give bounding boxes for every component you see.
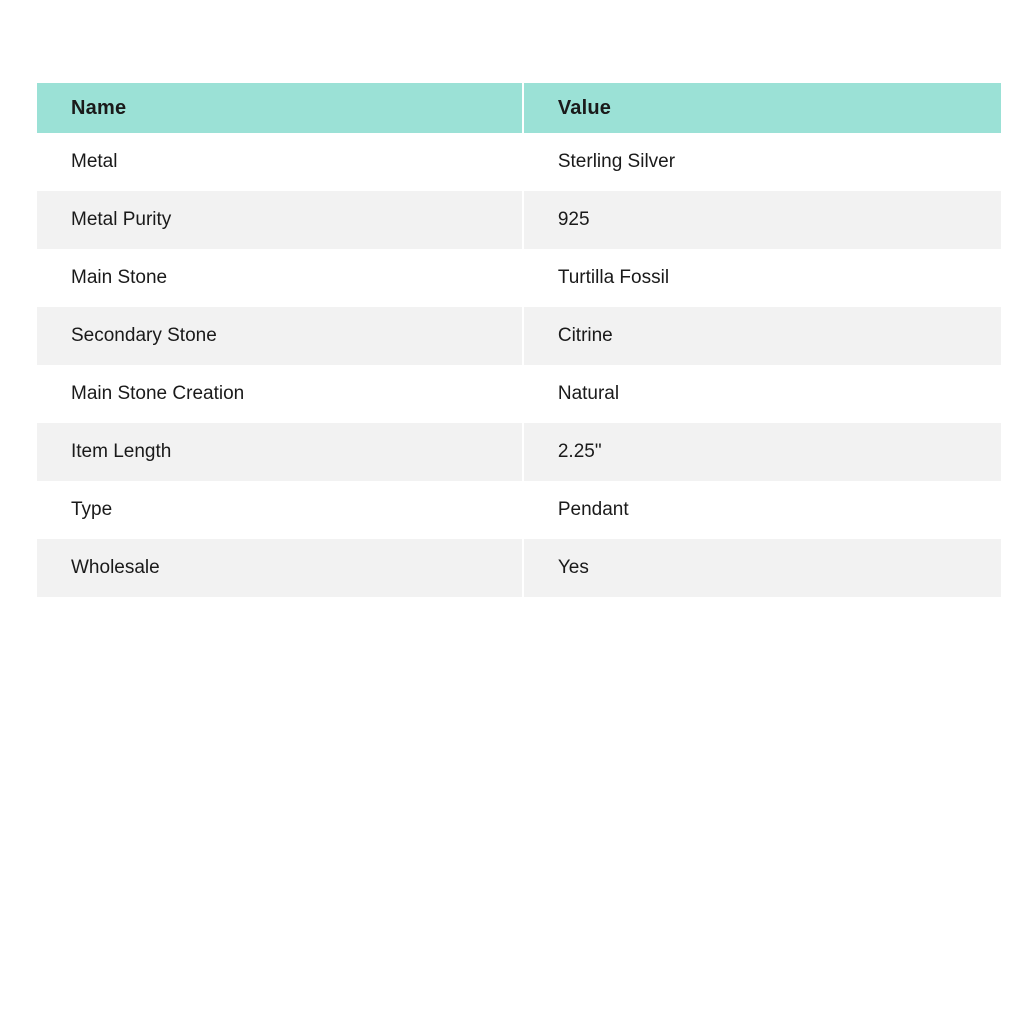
spec-name-cell: Wholesale: [71, 557, 160, 578]
spec-name-cell: Main Stone Creation: [71, 383, 245, 404]
spec-name-cell: Metal: [71, 151, 118, 172]
spec-name-cell: Item Length: [71, 441, 172, 462]
spec-value-cell: 925: [523, 191, 1001, 249]
header-cell-name: Name: [37, 83, 523, 133]
spec-value-cell: Natural: [523, 365, 1001, 423]
spec-value-cell: Citrine: [523, 307, 1001, 365]
table-row: [37, 133, 1001, 191]
spec-name-cell: Main Stone: [71, 267, 168, 288]
table-row: [37, 307, 1001, 365]
product-spec-table: [37, 83, 1001, 597]
table-row: [37, 481, 1001, 539]
spec-value-cell: Yes: [523, 539, 1001, 597]
spec-name-cell: Metal Purity: [71, 209, 172, 230]
header-row: [37, 83, 1001, 133]
spec-name-cell: Secondary Stone: [71, 325, 217, 346]
table-row: [37, 539, 1001, 597]
spec-value-cell: Sterling Silver: [523, 133, 1001, 191]
spec-name-cell: Type: [71, 499, 113, 520]
spec-table-header: [37, 83, 1001, 133]
spec-value-cell: 2.25": [523, 423, 1001, 481]
table-row: [37, 365, 1001, 423]
spec-value-cell: Pendant: [523, 481, 1001, 539]
spec-table-body: [37, 133, 1001, 597]
spec-value-cell: Turtilla Fossil: [523, 249, 1001, 307]
table-row: [37, 423, 1001, 481]
product-spec-table-container: [37, 83, 1001, 597]
table-row: [37, 191, 1001, 249]
table-row: [37, 249, 1001, 307]
header-cell-value: Value: [523, 83, 1001, 133]
